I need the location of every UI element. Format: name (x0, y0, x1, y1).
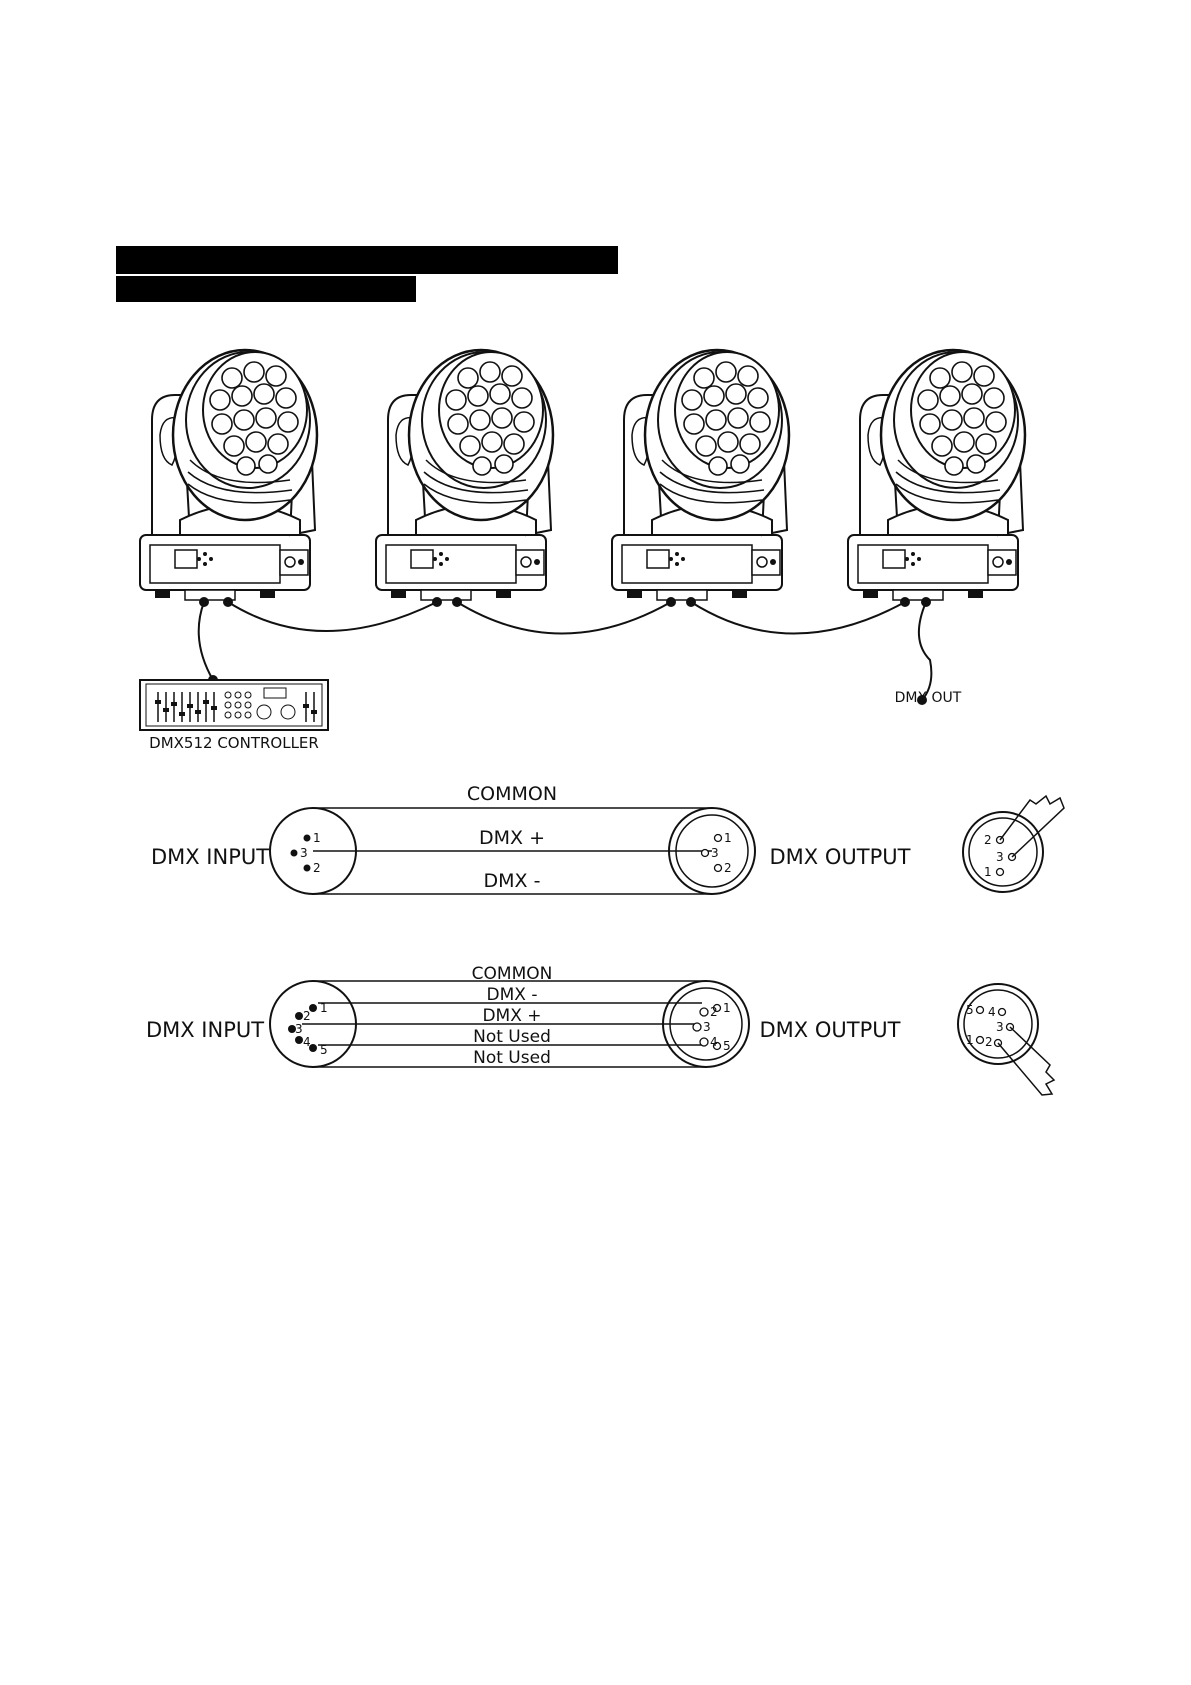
xlr3-wire-common: COMMON (466, 783, 558, 805)
xlr5-in-pin-2: 2 (303, 1009, 311, 1023)
xlr3-in-pin-3: 3 (300, 846, 308, 860)
xlr5-wire-not-used-1: Not Used (473, 1027, 551, 1047)
fixture-2 (376, 350, 553, 600)
xlr3-out-pin-2: 2 (724, 861, 732, 875)
xlr5-input-label: DMX INPUT (145, 1018, 265, 1042)
xlr3-wire-dmx-minus: DMX - (483, 870, 541, 892)
fixture-1 (140, 350, 317, 600)
xlr5-plug-pin-2: 2 (985, 1035, 993, 1049)
controller-label: DMX512 CONTROLLER (149, 734, 319, 752)
xlr5-output-label: DMX OUTPUT (759, 1018, 901, 1042)
xlr5-plug-pin-1: 1 (966, 1033, 974, 1047)
dmx512-controller (140, 680, 328, 730)
xlr5-out-pin-5: 5 (723, 1039, 731, 1053)
xlr3-wiring (270, 796, 1064, 894)
xlr3-output-label: DMX OUTPUT (769, 845, 911, 869)
xlr5-out-pin-4: 4 (710, 1035, 718, 1049)
xlr5-plug-pin-3: 3 (996, 1020, 1004, 1034)
xlr3-out-pin-1: 1 (724, 831, 732, 845)
xlr3-out-pin-3: 3 (711, 846, 719, 860)
xlr5-wire-common: COMMON (471, 964, 553, 984)
xlr5-out-pin-1: 1 (723, 1001, 731, 1015)
xlr5-in-pin-4: 4 (303, 1035, 311, 1049)
dmx-out-label: DMX OUT (894, 690, 962, 706)
xlr5-wiring (270, 981, 1054, 1095)
xlr3-input-label: DMX INPUT (150, 845, 270, 869)
xlr5-wire-dmx-plus: DMX + (482, 1006, 542, 1026)
xlr5-plug-pin-5: 5 (966, 1003, 974, 1017)
xlr5-out-pin-3: 3 (703, 1020, 711, 1034)
xlr3-plug-pin-3: 3 (996, 850, 1004, 864)
fixture-3 (612, 350, 789, 600)
xlr5-in-pin-1: 1 (320, 1001, 328, 1015)
xlr3-in-pin-2: 2 (313, 861, 321, 875)
xlr3-plug-pin-1: 1 (984, 865, 992, 879)
xlr5-wire-dmx-minus: DMX - (486, 985, 538, 1005)
xlr5-in-pin-3: 3 (295, 1022, 303, 1036)
xlr5-wire-not-used-2: Not Used (473, 1048, 551, 1068)
xlr3-in-pin-1: 1 (313, 831, 321, 845)
xlr5-in-pin-5: 5 (320, 1043, 328, 1057)
fixture-4 (848, 350, 1025, 600)
xlr5-out-pin-2: 2 (710, 1005, 718, 1019)
xlr5-plug-pin-4: 4 (988, 1005, 996, 1019)
xlr3-plug-pin-2: 2 (984, 833, 992, 847)
xlr3-wire-dmx-plus: DMX + (479, 827, 545, 849)
